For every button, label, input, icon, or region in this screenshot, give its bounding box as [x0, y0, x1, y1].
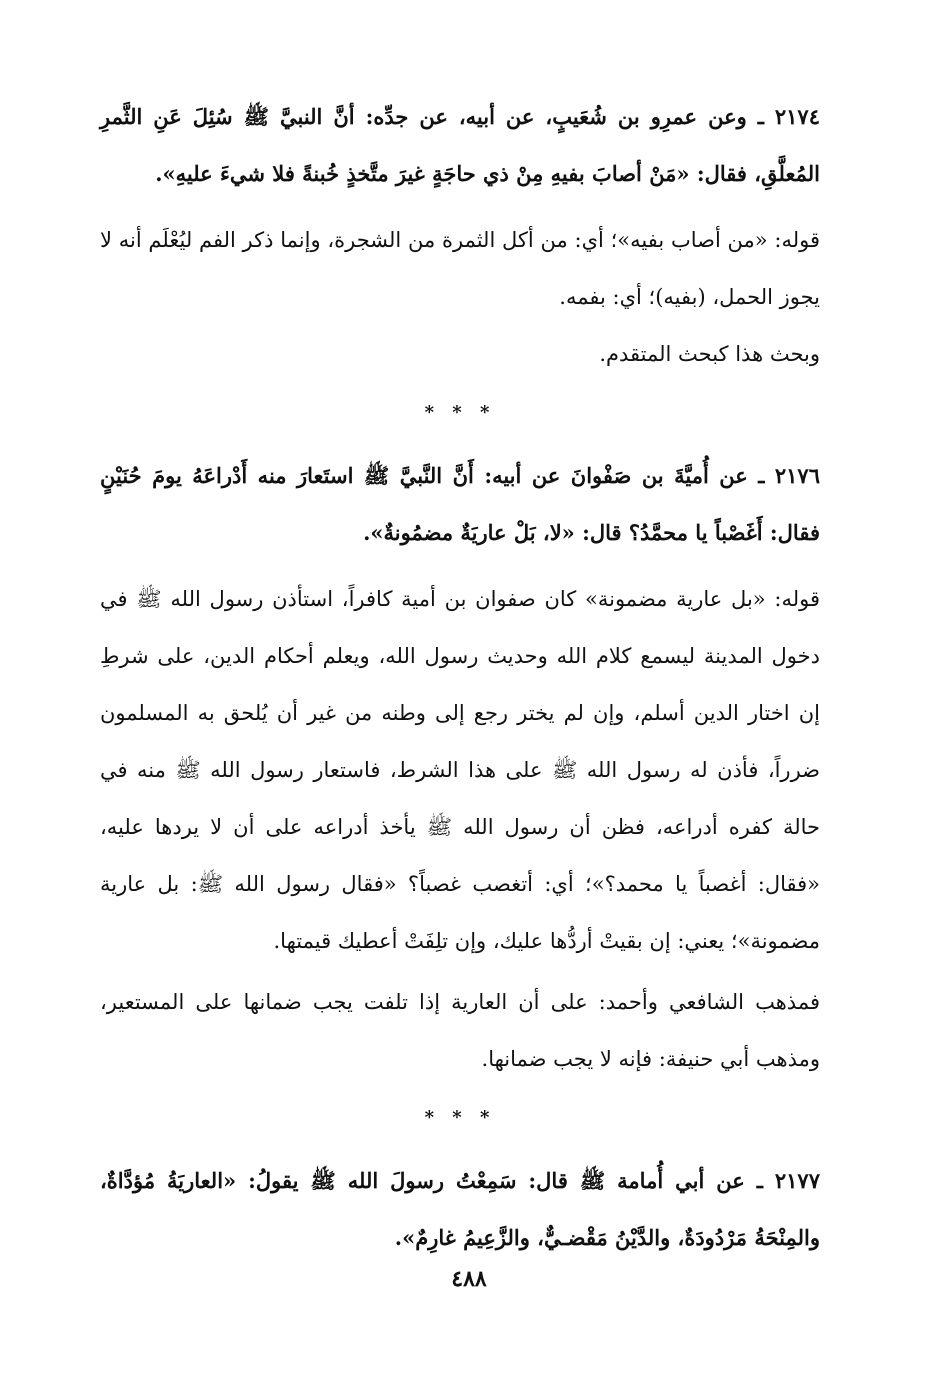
note-2174: وبحث هذا كبحث المتقدم.: [599, 342, 820, 366]
page-number: ٤٨٨: [451, 1266, 487, 1292]
madhhab-note: فمذهب الشافعي وأحمد: على أن العارية إذا تلفت يجب ضمانها على المستعير، ومذهب أبي حنيفة: فإنه لا يجب ضمانها.: [100, 990, 820, 1071]
commentary-2176: قوله: «بل عارية مضمونة» كان صفوان بن أمية كافراً، استأذن رسول الله ﷺ في دخول المدينة ليسمع كلام الله وحديث رسول الله، ويعلم أحكام الدين، على شرطِ إن اختار الدين أسلم، وإن لم يختر رجع إلى وطنه من غير أن يُلحق به المسلمون ضرراً، فأذن له رسول الله ﷺ على هذا الشرط، فاستعار رسول الله ﷺ منه في حالة كفره أدراعه، فظن أن رسول الله ﷺ يأخذ أدراعه على أن لا يردها عليه، «فقال: أغصباً يا محمد؟»؛ أي: أتغصب غصباً؟ «فقال رسول الله ﷺ: بل عارية مضمونة»؛ يعني: إن بقيتْ أردُّها عليك، وإن تلِفَتْ أعطيك قيمتها.: [100, 587, 820, 953]
section-separator: * * *: [424, 1107, 496, 1128]
hadith-2177: ٢١٧٧ ـ عن أبي أُمامة ﷺ قال: سَمِعْتُ رسولَ الله ﷺ يقولُ: «العاريَةُ مُؤدَّاةٌ، والمِنْحَةُ مَرْدُودَةٌ، والدَّيْنُ مَقْضـيٌّ، والزَّعِيمُ غارِمٌ».: [100, 1168, 820, 1250]
commentary-2174: قوله: «من أصاب بفيه»؛ أي: من أكل الثمرة من الشجرة، وإنما ذكر الفم ليُعْلَم أنه لا يجوز الحمل، (بفيه)؛ أي: بفمه.: [100, 228, 820, 309]
section-separator: * * *: [424, 402, 496, 423]
hadith-2174: ٢١٧٤ ـ وعن عمرِو بن شُعَيبٍ، عن أبيه، عن جدِّه: أنَّ النبيَّ ﷺ سُئِلَ عَنِ الثَّمرِ المُعلَّقِ، فقال: «مَنْ أصابَ بفيهِ مِنْ ذي حاجَةٍ غيرَ متَّخذٍ خُبنةً فلا شيءَ عليهِ».: [100, 104, 820, 186]
page-content: [100, 88, 820, 1266]
hadith-2176: ٢١٧٦ ـ عن أُميَّةَ بن صَفْوانَ عن أبيه: أَنَّ النَّبيَّ ﷺ استَعارَ منه أَدْراعَهُ يومَ حُنَيْنٍ فقال: أَغَصْباً يا محمَّدُ؟ قال: «لا، بَلْ عاريَةٌ مضمُونةٌ».: [100, 463, 820, 545]
